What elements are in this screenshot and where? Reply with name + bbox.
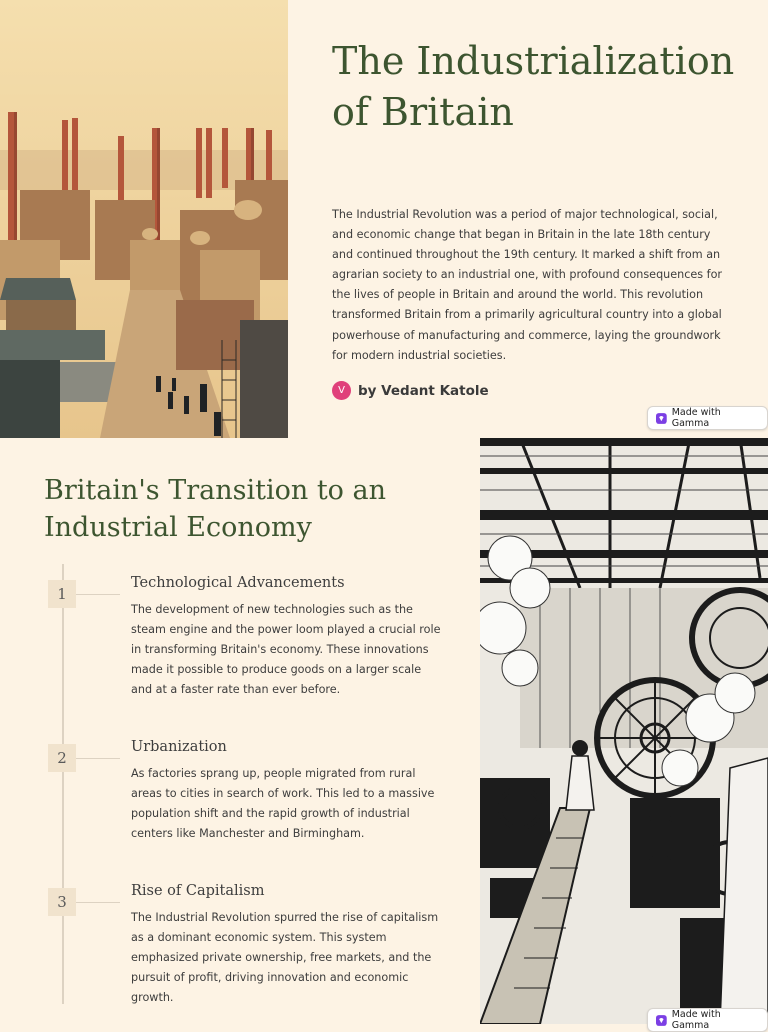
factory-machinery-illustration (480, 438, 768, 1024)
title-slide (0, 0, 768, 438)
item-number: 1 (48, 580, 76, 608)
gamma-logo-icon (656, 413, 667, 424)
timeline-line (62, 564, 64, 1004)
author-name: by Vedant Katole (358, 382, 489, 399)
transition-slide (0, 438, 768, 1024)
item-title: Urbanization (131, 739, 227, 755)
made-with-gamma-badge[interactable] (647, 1008, 768, 1032)
item-number: 2 (48, 744, 76, 772)
item-description: As factories sprang up, people migrated from rural areas to cities in search of work. This led to a massive population shift and the rapid growth of industrial centers like Manchester and Birmingham. (131, 767, 435, 840)
industrial-city-image (0, 0, 288, 438)
made-with-gamma-label: Made with Gamma (671, 1009, 721, 1031)
made-with-gamma-badge[interactable] (647, 406, 768, 430)
author-byline (332, 381, 489, 400)
intro-paragraph: The Industrial Revolution was a period of major technological, social, and economic change that began in Britain in the late 18th century and continued throughout the 19th century. It marked a shift from an agrarian society to an industrial one, with profound consequences for the lives of people in Britain and around the world. This revolution transformed Britain from a primarily agricultural country into a global powerhouse of manufacturing and commerce, laying the groundwork for modern industrial societies. (332, 208, 723, 362)
item-title: Technological Advancements (131, 575, 345, 591)
factory-machinery-image (480, 438, 768, 1024)
made-with-gamma-label: Made with Gamma (671, 407, 721, 429)
industrial-city-illustration (0, 0, 288, 438)
item-number: 3 (48, 888, 76, 916)
item-description: The Industrial Revolution spurred the rise of capitalism as a dominant economic system. This system emphasized private ownership, free markets, and the pursuit of profit, driving innovation and economic growth. (131, 911, 439, 1004)
page-title: The Industrialization of Britain (332, 39, 735, 134)
item-connector (76, 758, 120, 759)
item-title: Rise of Capitalism (131, 883, 265, 899)
item-connector (76, 594, 120, 595)
avatar: V (332, 381, 351, 400)
item-description: The development of new technologies such as the steam engine and the power loom played a crucial role in transforming Britain's economy. These innovations made it possible to produce goods on a larger scale and at a faster rate than ever before. (131, 603, 441, 696)
section-title: Britain's Transition to an Industrial Economy (44, 475, 386, 543)
item-connector (76, 902, 120, 903)
